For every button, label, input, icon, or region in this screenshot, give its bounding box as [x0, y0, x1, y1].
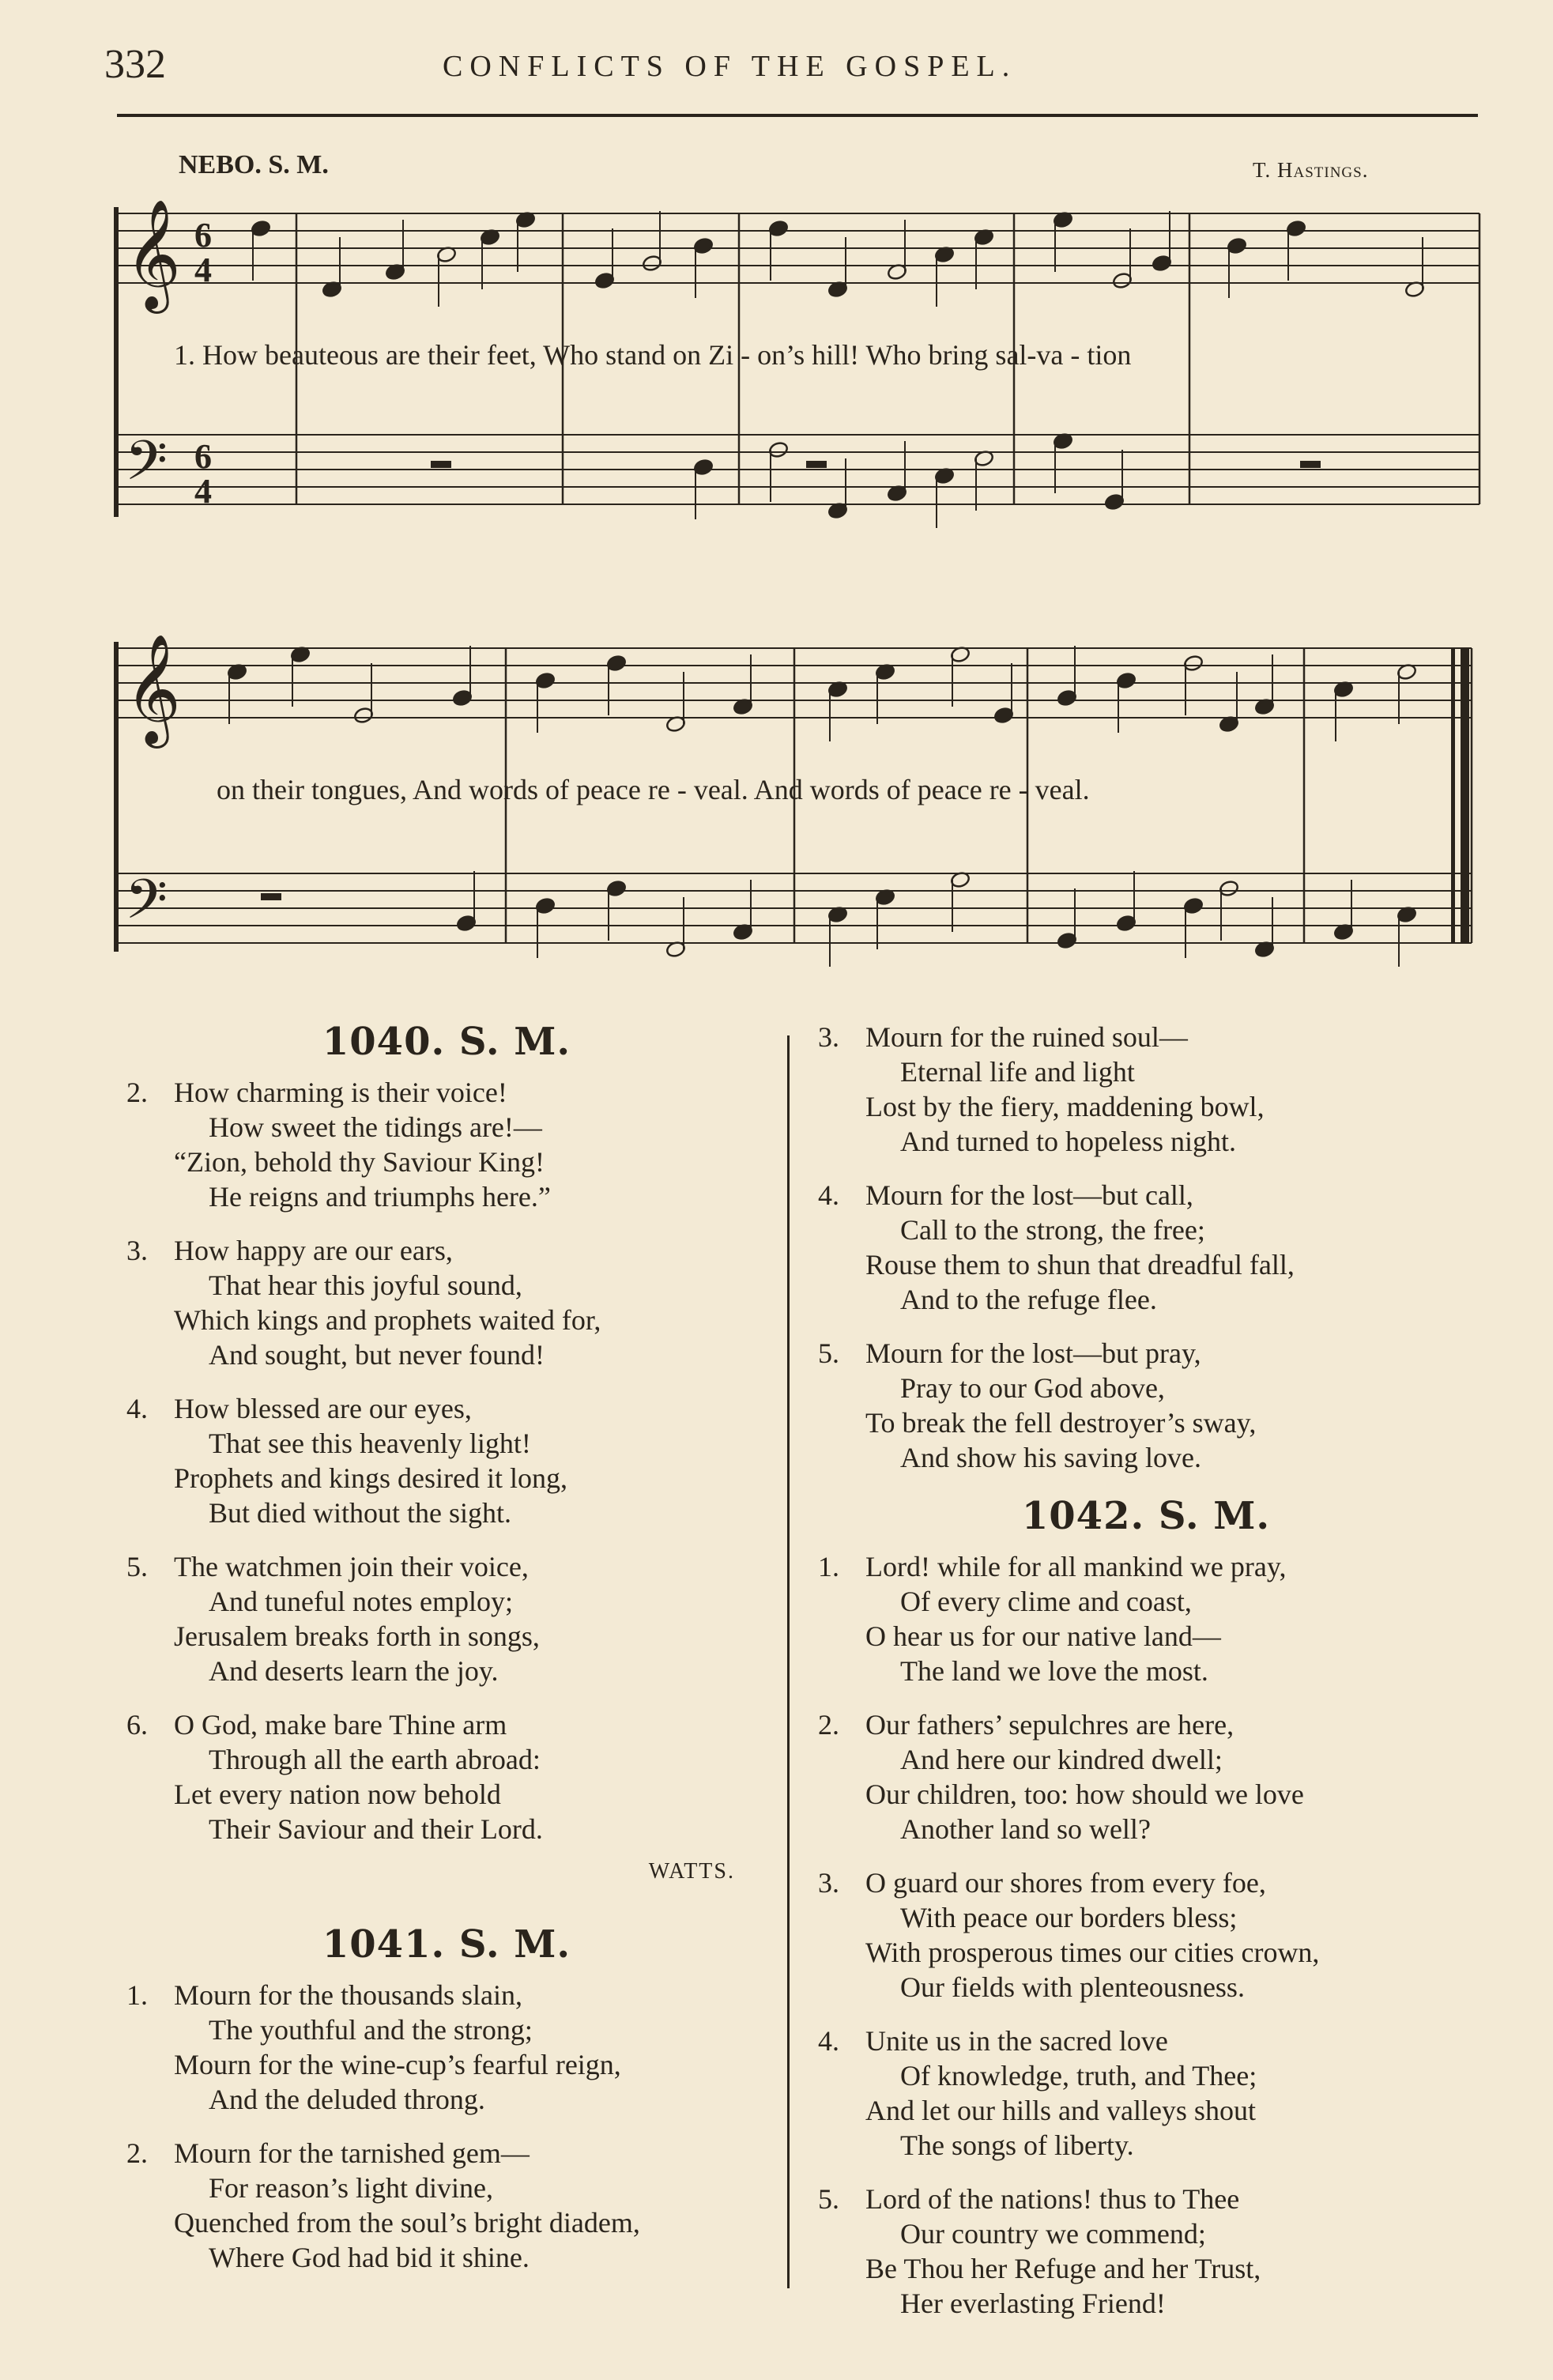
verse-line: Pray to our God above,	[900, 1372, 1165, 1404]
verse-line: Mourn for the tarnished gem—	[174, 2137, 530, 2169]
hymn-heading: 1041. S. M.	[322, 1922, 571, 1967]
verse-line: Rouse them to shun that dreadful fall,	[865, 1249, 1295, 1281]
stanza	[126, 1391, 767, 1530]
left-column	[126, 1020, 767, 2294]
system-bracket	[114, 642, 119, 952]
stanza	[818, 1707, 1474, 1846]
verse-line: How happy are our ears,	[174, 1235, 453, 1266]
system-bracket	[114, 207, 119, 517]
verse-line: Prophets and kings desired it long,	[174, 1462, 567, 1494]
stanza	[818, 2182, 1474, 2321]
verse-line: Our fields with plenteousness.	[900, 1971, 1245, 2003]
verse-line: Another land so well?	[900, 1813, 1151, 1845]
bass-clef-icon: 𝄢	[125, 428, 168, 506]
verse-line: And to the refuge flee.	[900, 1284, 1157, 1315]
treble-clef-icon: 𝄞	[125, 199, 181, 309]
stanza-number: 2.	[126, 1077, 148, 1108]
verse-line: The youthful and the strong;	[209, 2014, 533, 2046]
verse-line: Call to the strong, the free;	[900, 1214, 1205, 1246]
verse-line: Let every nation now behold	[174, 1778, 501, 1810]
verse-line: Mourn for the lost—but pray,	[865, 1337, 1201, 1369]
column-divider	[787, 1035, 790, 2288]
verse-line: Lost by the fiery, maddening bowl,	[865, 1091, 1265, 1122]
treble-clef-icon: 𝄞	[125, 634, 181, 744]
verse-line: Lord of the nations! thus to Thee	[865, 2183, 1240, 2215]
verse-line: Her everlasting Friend!	[900, 2288, 1166, 2319]
verse-line: Mourn for the thousands slain,	[174, 1979, 522, 2011]
verse-line: That see this heavenly light!	[209, 1428, 531, 1459]
verse-line: Quenched from the soul’s bright diadem,	[174, 2207, 640, 2239]
stanza-number: 5.	[818, 2183, 839, 2215]
stanza	[126, 2136, 767, 2275]
verse-line: How sweet the tidings are!—	[209, 1111, 542, 1143]
stanza-number: 4.	[818, 2025, 839, 2057]
stanza	[126, 1549, 767, 1688]
hymn-heading: 1040. S. M.	[322, 1020, 571, 1064]
verse-line: O guard our shores from every foe,	[865, 1867, 1266, 1899]
stanza	[818, 1178, 1474, 1317]
final-barline-thin	[1451, 648, 1455, 943]
verse-line: And tuneful notes employ;	[209, 1586, 513, 1617]
final-barline-thick	[1461, 648, 1469, 943]
stanza-number: 6.	[126, 1709, 148, 1741]
time-signature-top: 6	[194, 437, 212, 476]
stanza-number: 5.	[126, 1551, 148, 1582]
rest-icon	[1300, 461, 1321, 468]
verse-line: Jerusalem breaks forth in songs,	[174, 1620, 540, 1652]
running-title: CONFLICTS OF THE GOSPEL.	[443, 50, 1017, 83]
time-signature-bottom: 4	[194, 472, 212, 511]
page-number: 332	[104, 42, 166, 87]
rest-icon	[261, 893, 281, 900]
verse-line: With prosperous times our cities crown,	[865, 1937, 1320, 1968]
verse-line: To break the fell destroyer’s sway,	[865, 1407, 1257, 1439]
verse-line: “Zion, behold thy Saviour King!	[174, 1146, 545, 1178]
verse-line: For reason’s light divine,	[209, 2172, 493, 2204]
verse-line: With peace our borders bless;	[900, 1902, 1238, 1933]
verse-line: How charming is their voice!	[174, 1077, 507, 1108]
stanza-number: 3.	[818, 1867, 839, 1899]
stanza	[818, 2024, 1474, 2163]
verse-line: That hear this joyful sound,	[209, 1269, 522, 1301]
verse-line: Of knowledge, truth, and Thee;	[900, 2060, 1257, 2091]
verse-line: And deserts learn the joy.	[209, 1655, 499, 1687]
stanza	[126, 1707, 767, 1846]
verse-line: And let our hills and valleys shout	[865, 2095, 1256, 2126]
stanza-number: 3.	[818, 1021, 839, 1053]
verse-line: Which kings and prophets waited for,	[174, 1304, 601, 1336]
verse-line: And here our kindred dwell;	[900, 1744, 1223, 1775]
stanza-number: 2.	[126, 2137, 148, 2169]
hymn-heading: 1042. S. M.	[1021, 1494, 1271, 1538]
verse-line: Of every clime and coast,	[900, 1586, 1192, 1617]
verse-line: And sought, but never found!	[209, 1339, 545, 1371]
stanza-number: 5.	[818, 1337, 839, 1369]
verse-line: Mourn for the ruined soul—	[865, 1021, 1188, 1053]
verse-line: The songs of liberty.	[900, 2129, 1134, 2161]
verse-line: Mourn for the lost—but call,	[865, 1179, 1193, 1211]
verse-line: Where God had bid it shine.	[209, 2242, 530, 2273]
stanza-number: 1.	[818, 1551, 839, 1582]
tune-name: NEBO. S. M.	[179, 150, 329, 179]
verse-line: Their Saviour and their Lord.	[209, 1813, 543, 1845]
lyric-line-2: on their tongues, And words of peace re - veal. And words of peace re - veal.	[217, 774, 1090, 805]
verse-line: The watchmen join their voice,	[174, 1551, 529, 1582]
stanza	[126, 1978, 767, 2117]
verse-line: O hear us for our native land—	[865, 1620, 1221, 1652]
verse-line: Eternal life and light	[900, 1056, 1135, 1088]
lyric-line-1: 1. How beauteous are their feet, Who stand on Zi - on’s hill! Who bring sal-va - tion	[174, 339, 1132, 371]
rest-icon	[806, 461, 827, 468]
verse-line: Mourn for the wine-cup’s fearful reign,	[174, 2049, 621, 2080]
verse-line: And show his saving love.	[900, 1442, 1201, 1473]
stanza	[818, 1020, 1474, 1159]
time-signature-top: 6	[194, 216, 212, 255]
stanza-number: 1.	[126, 1979, 148, 2011]
stanza-number: 2.	[818, 1709, 839, 1741]
stanza-number: 4.	[126, 1393, 148, 1424]
verse-line: How blessed are our eyes,	[174, 1393, 472, 1424]
verse-line: The land we love the most.	[900, 1655, 1208, 1687]
verse-line: Our fathers’ sepulchres are here,	[865, 1709, 1234, 1741]
stanza-number: 4.	[818, 1179, 839, 1211]
verse-line: Our country we commend;	[900, 2218, 1206, 2250]
right-column	[818, 1020, 1474, 2340]
stanza	[126, 1075, 767, 1214]
stanza	[126, 1233, 767, 1372]
music-score	[0, 0, 1553, 1012]
stanza	[818, 1336, 1474, 1475]
verse-line: Unite us in the sacred love	[865, 2025, 1168, 2057]
stanza-number: 3.	[126, 1235, 148, 1266]
verse-line: O God, make bare Thine arm	[174, 1709, 507, 1741]
tune-composer: T. Hastings.	[1253, 158, 1369, 182]
verse-line: Lord! while for all mankind we pray,	[865, 1551, 1287, 1582]
verse-line: He reigns and triumphs here.”	[209, 1181, 551, 1213]
bass-clef-icon: 𝄢	[125, 867, 168, 945]
verse-line: Be Thou her Refuge and her Trust,	[865, 2253, 1261, 2284]
verse-line: But died without the sight.	[209, 1497, 511, 1529]
verse-line: And turned to hopeless night.	[900, 1126, 1236, 1157]
verse-line: Our children, too: how should we love	[865, 1778, 1304, 1810]
time-signature-bottom: 4	[194, 251, 212, 289]
verse-line: And the deluded throng.	[209, 2084, 485, 2115]
verse-line: Through all the earth abroad:	[209, 1744, 541, 1775]
rest-icon	[431, 461, 451, 468]
stanza	[818, 1549, 1474, 1688]
stanza	[818, 1865, 1474, 2005]
hymn-author: WATTS.	[648, 1859, 735, 1884]
